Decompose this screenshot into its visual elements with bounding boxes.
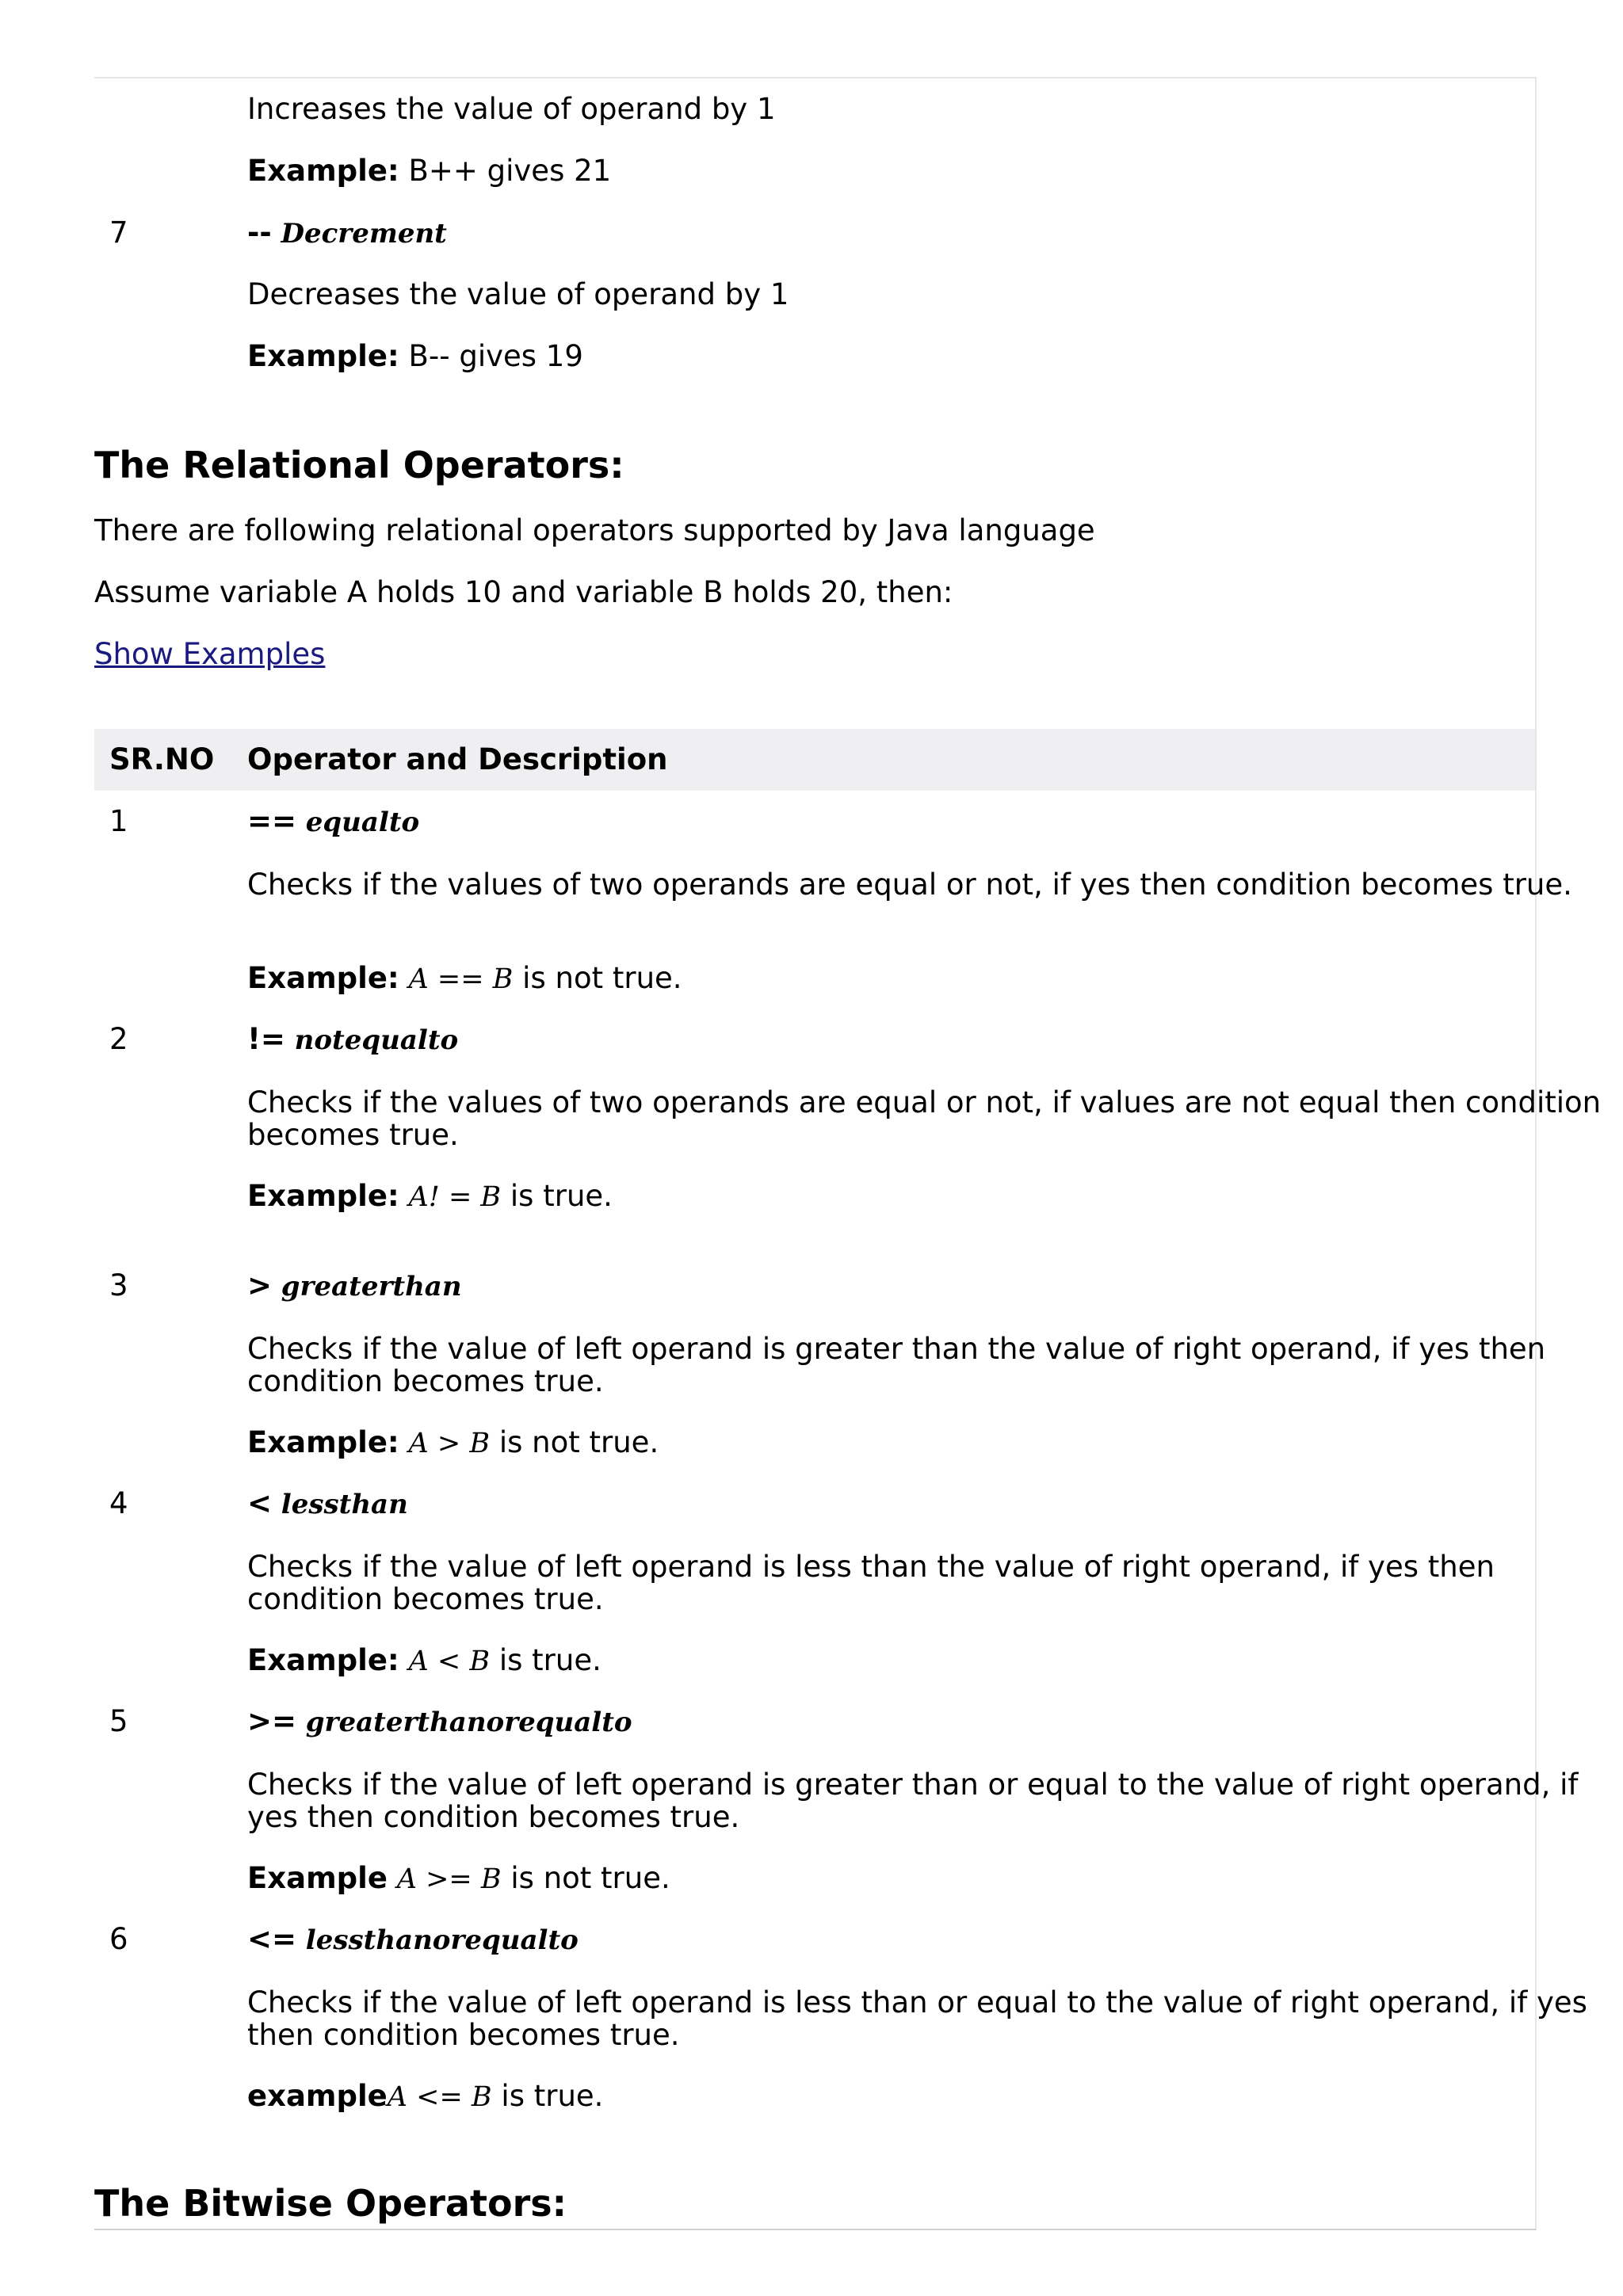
row-number: 3 bbox=[109, 1268, 128, 1302]
bitwise-heading: The Bitwise Operators: bbox=[94, 2182, 567, 2225]
operator-symbol: -- bbox=[247, 215, 272, 250]
example-label: Example bbox=[247, 1861, 388, 1895]
example-label: example bbox=[247, 2079, 388, 2113]
operator-symbol: != bbox=[247, 1022, 285, 1056]
example-expression: A < B bbox=[408, 1646, 491, 1677]
operator-description: Checks if the value of left operand is less than or equal to the value of right operand, if yes then condition becomes true. bbox=[247, 1985, 1587, 2052]
page-frame bbox=[94, 77, 1537, 2230]
example-expression: A >= B bbox=[396, 1863, 502, 1895]
decrement-example bbox=[247, 339, 583, 374]
example-label: Example: bbox=[247, 1179, 399, 1213]
example-result: is not true. bbox=[522, 961, 682, 995]
example-expression: A == B bbox=[408, 963, 514, 995]
operator-example bbox=[247, 1643, 601, 1679]
operator-description: Checks if the value of left operand is less than the value of right operand, if yes then condition becomes true. bbox=[247, 1550, 1495, 1616]
operator-title bbox=[247, 1922, 579, 1958]
operator-description: Checks if the value of left operand is greater than the value of right operand, if yes then condition becomes true. bbox=[247, 1332, 1546, 1398]
row-number: 6 bbox=[109, 1922, 128, 1956]
example-text: B++ gives 21 bbox=[408, 154, 612, 188]
example-result: is true. bbox=[501, 2079, 604, 2113]
operator-name: equalto bbox=[305, 807, 420, 838]
operator-example bbox=[247, 1425, 659, 1461]
operator-example bbox=[247, 1861, 670, 1897]
row-number: 1 bbox=[109, 804, 128, 838]
row-number: 2 bbox=[109, 1022, 128, 1056]
increment-example bbox=[247, 154, 611, 189]
row-number: 7 bbox=[109, 215, 128, 250]
example-text: B-- gives 19 bbox=[408, 339, 583, 373]
operator-title bbox=[247, 1486, 408, 1522]
operator-example bbox=[247, 1179, 613, 1215]
column-header-number: SR.NO bbox=[109, 742, 215, 776]
operator-name: lessthan bbox=[281, 1489, 408, 1520]
operator-example bbox=[247, 2079, 603, 2115]
operator-symbol: > bbox=[247, 1268, 273, 1302]
column-header-description: Operator and Description bbox=[247, 742, 668, 776]
operator-symbol: >= bbox=[247, 1704, 297, 1738]
example-label: Example: bbox=[247, 1643, 399, 1677]
operator-symbol: == bbox=[247, 804, 297, 838]
operator-title bbox=[247, 1268, 462, 1304]
example-label: Example: bbox=[247, 154, 399, 188]
example-result: is not true. bbox=[510, 1861, 670, 1895]
example-result: is true. bbox=[498, 1643, 601, 1677]
example-result: is not true. bbox=[498, 1425, 659, 1459]
row-number: 4 bbox=[109, 1486, 128, 1520]
operator-description: Checks if the values of two operands are equal or not, if yes then condition becomes true. bbox=[247, 868, 1572, 902]
decrement-description: Decreases the value of operand by 1 bbox=[247, 277, 789, 311]
example-label: Example: bbox=[247, 1425, 399, 1459]
operator-name: greaterthanorequalto bbox=[305, 1707, 632, 1738]
operator-title bbox=[247, 804, 419, 840]
operator-name: lessthanorequalto bbox=[305, 1924, 579, 1956]
relational-assumption: Assume variable A holds 10 and variable B holds 20, then: bbox=[94, 575, 953, 609]
decrement-operator bbox=[247, 215, 447, 251]
operator-description: Checks if the values of two operands are equal or not, if values are not equal then condition becomes true. bbox=[247, 1085, 1602, 1152]
operator-name: Decrement bbox=[281, 218, 447, 250]
operator-symbol: < bbox=[247, 1486, 273, 1520]
example-expression: A <= B bbox=[387, 2081, 492, 2113]
show-examples-link[interactable]: Show Examples bbox=[94, 637, 326, 671]
example-result: is true. bbox=[510, 1179, 613, 1213]
example-expression: A! = B bbox=[408, 1181, 502, 1213]
example-label: Example: bbox=[247, 339, 399, 373]
increment-description: Increases the value of operand by 1 bbox=[247, 92, 776, 126]
operator-symbol: <= bbox=[247, 1922, 297, 1956]
operator-name: notequalto bbox=[294, 1024, 459, 1056]
example-expression: A > B bbox=[408, 1428, 491, 1459]
relational-intro: There are following relational operators supported by Java language bbox=[94, 513, 1095, 547]
operator-description: Checks if the value of left operand is greater than or equal to the value of right operand, if yes then condition becomes true. bbox=[247, 1768, 1579, 1834]
operator-example bbox=[247, 961, 682, 997]
operator-title bbox=[247, 1704, 632, 1740]
row-number: 5 bbox=[109, 1704, 128, 1738]
relational-heading: The Relational Operators: bbox=[94, 444, 624, 486]
example-label: Example: bbox=[247, 961, 399, 995]
operator-name: greaterthan bbox=[281, 1271, 462, 1302]
operator-title bbox=[247, 1022, 458, 1058]
